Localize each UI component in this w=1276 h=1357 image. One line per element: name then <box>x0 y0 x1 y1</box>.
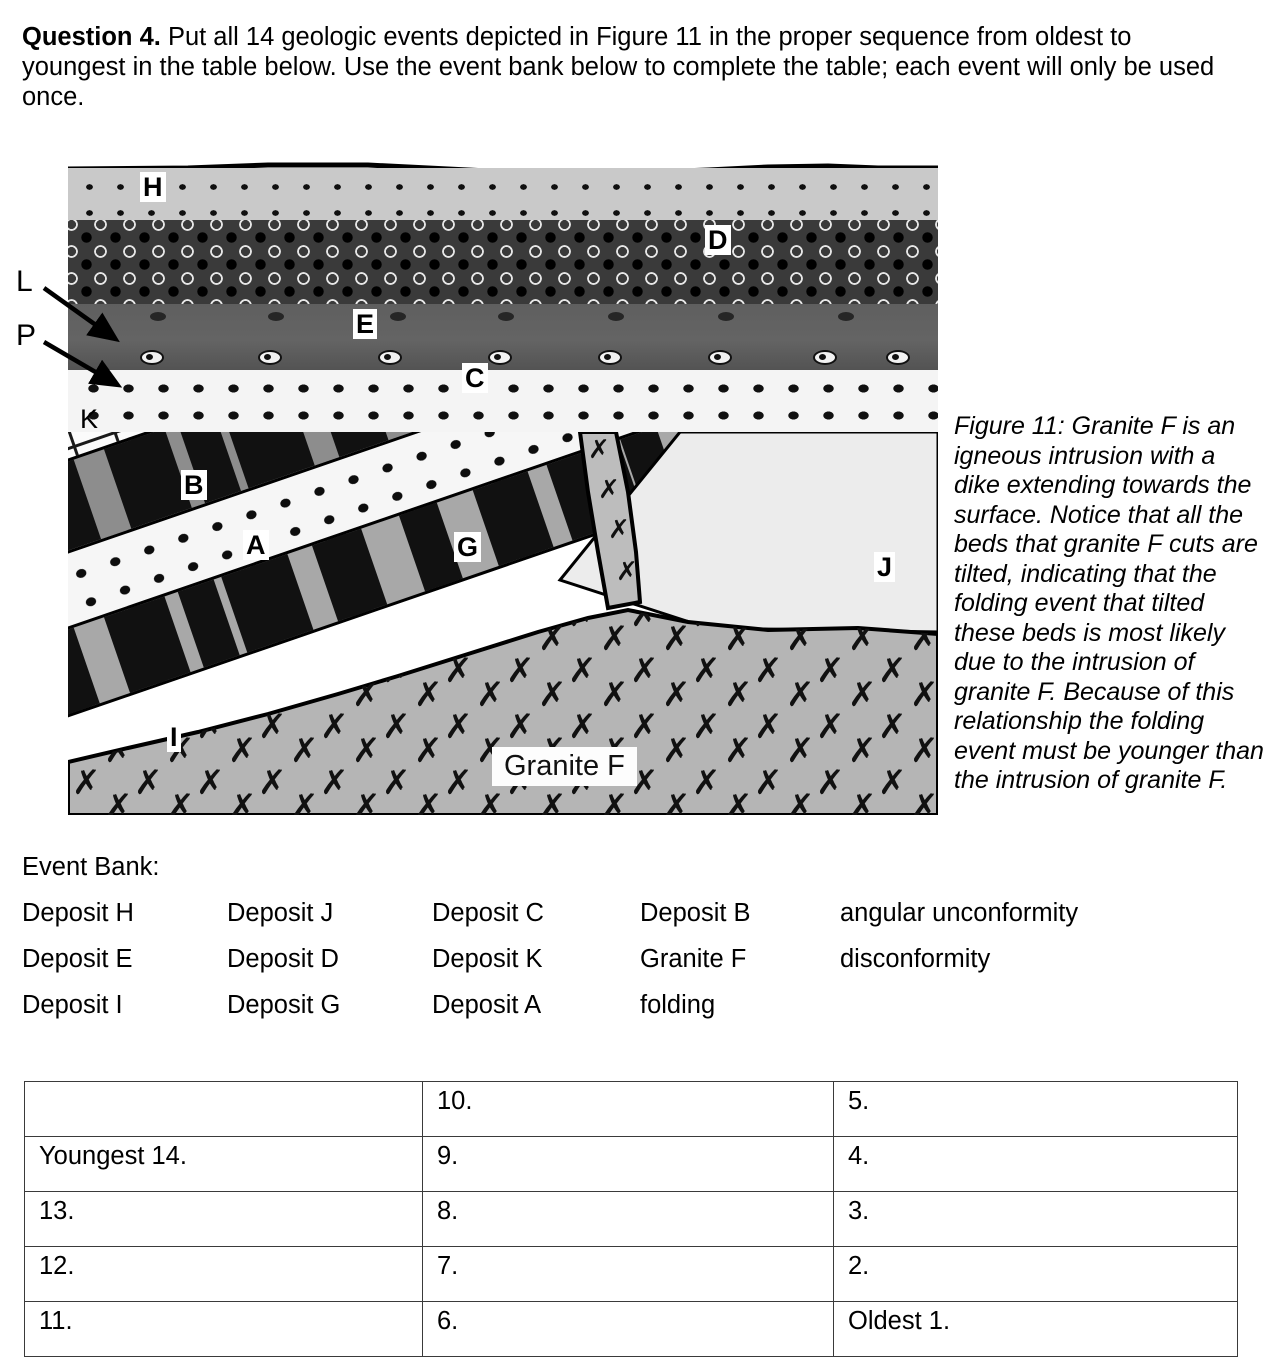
event-bank-item[interactable]: angular unconformity <box>840 899 1079 927</box>
figure-label-A: A <box>243 530 269 560</box>
question-text: Put all 14 geologic events depicted in Figure 11 in the proper sequence from oldest to youngest in the table below. Use the event bank below to complete the table; each event will only be used once. <box>22 23 1215 111</box>
answer-cell[interactable]: 7. <box>423 1247 834 1302</box>
answer-cell[interactable]: 12. <box>25 1247 423 1302</box>
event-bank-title: Event Bank: <box>22 853 160 881</box>
table-row <box>25 1247 1238 1302</box>
event-bank-item[interactable]: Deposit J <box>227 899 334 927</box>
figure-11-block <box>0 140 1276 812</box>
event-bank-item[interactable]: Deposit K <box>432 945 543 973</box>
question-number: Question 4. <box>22 23 161 51</box>
answer-cell[interactable]: 9. <box>423 1137 834 1192</box>
figure-caption: Figure 11: Granite F is an igneous intrusion with a dike extending towards the surface. Notice that all the beds that granite F cuts are tilted, indicating that the folding event that tilted these beds is most likely due to the intrusion of granite F. Because of this relationship the folding event must be younger than the intrusion of granite F. <box>954 412 1264 794</box>
event-bank-item[interactable]: disconformity <box>840 945 991 973</box>
svg-text:✗: ✗ <box>616 557 638 587</box>
event-bank-item[interactable]: Deposit B <box>640 899 751 927</box>
answer-cell[interactable]: 5. <box>834 1082 1238 1137</box>
event-bank-item[interactable]: Deposit H <box>22 899 134 927</box>
figure-label-C: C <box>462 363 488 393</box>
answer-cell[interactable]: 4. <box>834 1137 1238 1192</box>
event-bank-column-3 <box>432 898 544 1036</box>
event-bank-item[interactable]: Deposit D <box>227 945 339 973</box>
event-bank-item[interactable]: folding <box>640 991 716 1019</box>
answer-cell[interactable]: 13. <box>25 1192 423 1247</box>
rock-unit-C <box>68 370 938 434</box>
figure-label-G: G <box>454 532 481 562</box>
event-bank-item[interactable]: Deposit A <box>432 991 542 1019</box>
svg-text:✗: ✗ <box>588 435 610 465</box>
answer-cell[interactable]: 11. <box>25 1302 423 1357</box>
table-row <box>25 1302 1238 1357</box>
event-bank-column-5 <box>840 898 1078 990</box>
figure-label-I: I <box>167 722 181 752</box>
answer-cell[interactable]: 2. <box>834 1247 1238 1302</box>
rock-unit-H <box>68 168 938 222</box>
rock-unit-E <box>68 304 938 372</box>
event-bank-column-1 <box>22 898 134 1036</box>
granite-f-label: Granite F <box>492 747 637 786</box>
figure-label-P: P <box>16 319 37 352</box>
event-bank-item[interactable]: Granite F <box>640 945 747 973</box>
event-bank-item[interactable]: Deposit G <box>227 991 341 1019</box>
answer-cell[interactable]: Oldest 1. <box>834 1302 1238 1357</box>
answer-sequence-table <box>24 1081 1238 1357</box>
geologic-cross-section-diagram <box>68 150 938 815</box>
answer-cell[interactable]: 8. <box>423 1192 834 1247</box>
figure-label-D: D <box>705 225 731 255</box>
answer-cell[interactable]: 10. <box>423 1082 834 1137</box>
question-prompt <box>22 22 1238 112</box>
figure-label-E: E <box>353 309 377 339</box>
answer-cell[interactable]: 3. <box>834 1192 1238 1247</box>
figure-label-J: J <box>874 552 895 582</box>
event-bank-item[interactable]: Deposit E <box>22 945 133 973</box>
rock-unit-D <box>68 220 938 306</box>
event-bank-item[interactable]: Deposit C <box>432 899 544 927</box>
event-bank-column-4 <box>640 898 751 1036</box>
event-bank-item[interactable]: Deposit I <box>22 991 123 1019</box>
table-row <box>25 1192 1238 1247</box>
figure-label-L: L <box>16 265 33 298</box>
tilted-beds-region <box>68 432 938 815</box>
event-bank-column-2 <box>227 898 340 1036</box>
figure-label-H: H <box>140 172 166 202</box>
answer-cell[interactable] <box>25 1082 423 1137</box>
svg-text:✗: ✗ <box>608 515 630 545</box>
answer-cell[interactable]: 6. <box>423 1302 834 1357</box>
table-row <box>25 1082 1238 1137</box>
svg-text:✗: ✗ <box>598 475 620 505</box>
answer-cell[interactable]: Youngest 14. <box>25 1137 423 1192</box>
figure-label-K: K <box>80 404 99 434</box>
figure-label-B: B <box>181 470 207 500</box>
table-row <box>25 1137 1238 1192</box>
